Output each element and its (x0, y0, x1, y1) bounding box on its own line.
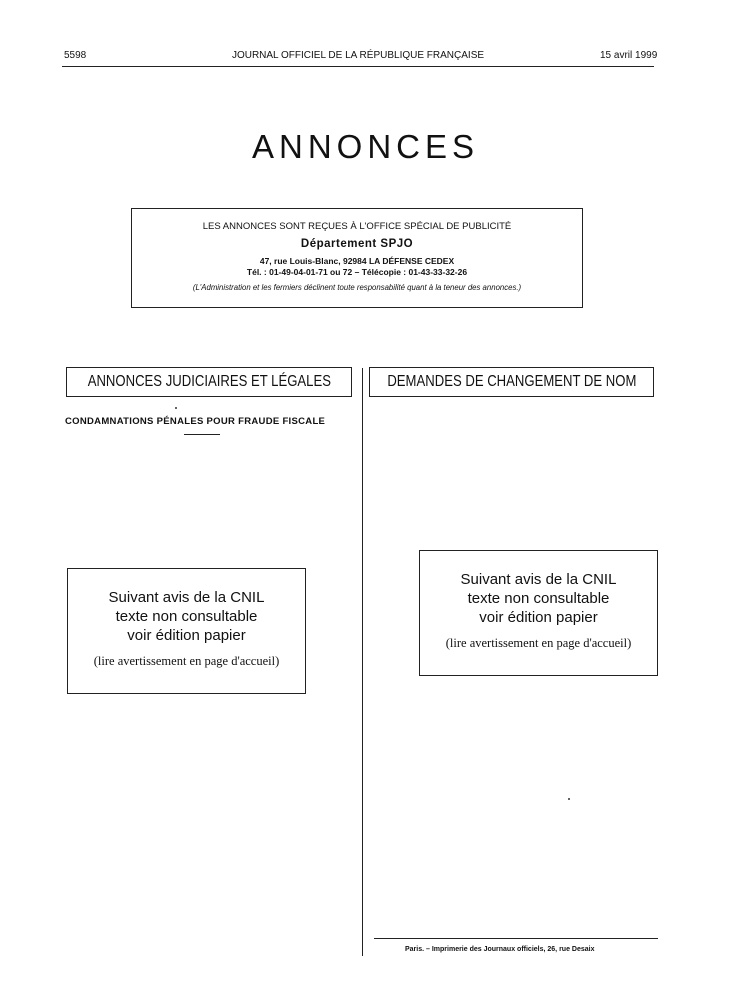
cnil-line-1: Suivant avis de la CNIL (460, 571, 617, 588)
column-divider (362, 368, 363, 956)
cnil-line-3: voir édition papier (127, 627, 246, 644)
footer-imprint: Paris. – Imprimerie des Journaux officiels, 26, rue Desaix (405, 946, 595, 953)
office-intro: LES ANNONCES SONT REÇUES À L'OFFICE SPÉCIAL DE PUBLICITÉ (202, 221, 512, 232)
section-title-judiciaires-label: ANNONCES JUDICIAIRES ET LÉGALES (87, 373, 331, 390)
print-speck (568, 798, 570, 800)
cnil-line-4: (lire avertissement en page d'accueil) (445, 636, 632, 650)
section-title-changement-nom-label: DEMANDES DE CHANGEMENT DE NOM (386, 373, 637, 390)
header-rule (62, 66, 654, 67)
office-phone: Tél. : 01-49-04-01-71 ou 72 – Télécopie : 01-43-33-32-26 (246, 267, 468, 277)
cnil-notice-left (67, 568, 306, 694)
page-number: 5598 (64, 50, 87, 61)
office-address: 47, rue Louis-Blanc, 92984 LA DÉFENSE CEDEX (259, 256, 455, 266)
cnil-line-1: Suivant avis de la CNIL (108, 589, 265, 606)
subheading-condamnations: CONDAMNATIONS PÉNALES POUR FRAUDE FISCALE (65, 416, 326, 427)
journal-title: JOURNAL OFFICIEL DE LA RÉPUBLIQUE FRANÇAISE (231, 50, 485, 61)
cnil-line-2: texte non consultable (467, 590, 610, 607)
section-title-judiciaires (66, 367, 352, 397)
subheading-rule (184, 434, 220, 435)
footer-rule (374, 938, 658, 939)
page-title: ANNONCES (251, 128, 480, 165)
cnil-line-2: texte non consultable (115, 608, 258, 625)
office-department: Département SPJO (300, 238, 414, 250)
office-disclaimer: (L'Administration et les fermiers déclinent toute responsabilité quant à la teneur des annonces.) (192, 283, 522, 292)
section-title-changement-nom (369, 367, 654, 397)
print-speck (175, 407, 177, 409)
office-info-box (131, 208, 583, 308)
cnil-line-3: voir édition papier (479, 609, 598, 626)
issue-date: 15 avril 1999 (600, 50, 658, 61)
cnil-line-4: (lire avertissement en page d'accueil) (93, 654, 280, 668)
cnil-notice-right (419, 550, 658, 676)
